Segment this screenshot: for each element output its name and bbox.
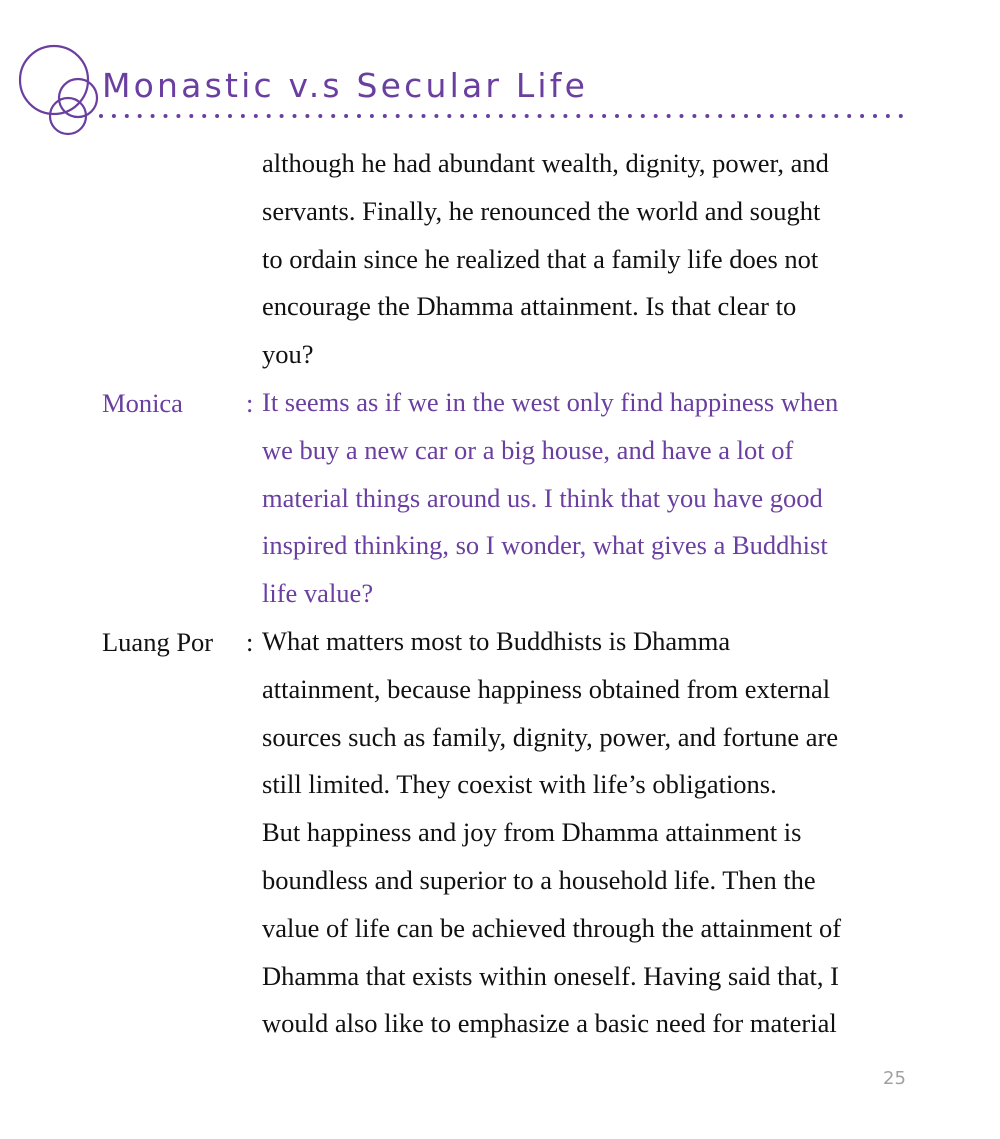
divider-dot: [654, 114, 658, 118]
divider-dot: [899, 114, 903, 118]
divider-dot: [692, 114, 696, 118]
divider-dot: [589, 114, 593, 118]
divider-dot: [602, 114, 606, 118]
divider-dot: [383, 114, 387, 118]
divider-dot: [744, 114, 748, 118]
text-line: sources such as family, dignity, power, and fortune are: [262, 721, 839, 752]
divider-dot: [422, 114, 426, 118]
divider-dot: [551, 114, 555, 118]
divider-dot: [757, 114, 761, 118]
speaker-colon: :: [246, 388, 254, 418]
text-line: But happiness and joy from Dhamma attainment is: [262, 817, 802, 848]
divider-dot: [357, 114, 361, 118]
divider-dot: [860, 114, 864, 118]
divider-dot: [641, 114, 645, 118]
divider-dot: [138, 114, 142, 118]
divider-dot: [873, 114, 877, 118]
divider-dot: [280, 114, 284, 118]
divider-dot: [447, 114, 451, 118]
divider-dot: [125, 114, 129, 118]
speaker-luang-por: Luang Por: [102, 627, 214, 657]
divider-dot: [473, 114, 477, 118]
divider-dot: [809, 114, 813, 118]
divider-dot: [305, 114, 309, 118]
divider-dot: [344, 114, 348, 118]
text-line: you?: [262, 339, 314, 370]
divider-dot: [821, 114, 825, 118]
divider-dot: [486, 114, 490, 118]
divider-dot: [615, 114, 619, 118]
divider-dot: [176, 114, 180, 118]
divider-dot: [99, 114, 103, 118]
text-line: inspired thinking, so I wonder, what gives a Buddhist: [262, 530, 828, 561]
speaker-monica: Monica: [102, 388, 183, 418]
divider-dot: [164, 114, 168, 118]
text-line: although he had abundant wealth, dignity, power, and: [262, 148, 829, 178]
divider-dot: [228, 114, 232, 118]
divider-dot: [241, 114, 245, 118]
divider-dot: [189, 114, 193, 118]
text-line: servants. Finally, he renounced the world and sought: [262, 195, 821, 226]
page-title: Monastic v.s Secular Life: [102, 66, 589, 105]
text-line: encourage the Dhamma attainment. Is that clear to: [262, 291, 797, 322]
text-line: attainment, because happiness obtained from external: [262, 673, 831, 704]
continuation-paragraph: [262, 140, 829, 379]
dotted-divider: [96, 111, 908, 121]
divider-dot: [409, 114, 413, 118]
text-line: life value?: [262, 578, 374, 609]
divider-dot: [834, 114, 838, 118]
text-line: Dhamma that exists within oneself. Having said that, I: [262, 960, 839, 991]
divider-dot: [512, 114, 516, 118]
luang-por-paragraph: [262, 618, 841, 1048]
divider-dot: [202, 114, 206, 118]
text-line: material things around us. I think that you have good: [262, 482, 823, 513]
monica-paragraph: [262, 379, 838, 618]
text-line: It seems as if we in the west only find happiness when: [262, 387, 839, 417]
page-number: 25: [883, 1068, 906, 1089]
divider-dot: [215, 114, 219, 118]
divider-dot: [847, 114, 851, 118]
divider-dot: [331, 114, 335, 118]
divider-dot: [731, 114, 735, 118]
divider-dot: [254, 114, 258, 118]
divider-dot: [796, 114, 800, 118]
divider-dot: [370, 114, 374, 118]
text-line: to ordain since he realized that a family life does not: [262, 243, 819, 274]
divider-dot: [718, 114, 722, 118]
divider-dot: [680, 114, 684, 118]
speaker-colon: :: [246, 627, 254, 657]
divider-dot: [525, 114, 529, 118]
text-line: value of life can be achieved through the attainment of: [262, 912, 842, 943]
divider-dot: [886, 114, 890, 118]
text-line: What matters most to Buddhists is Dhamma: [262, 626, 731, 656]
divider-dot: [434, 114, 438, 118]
interlocking-circles-icon: [10, 38, 102, 136]
text-line: boundless and superior to a household life. Then the: [262, 864, 816, 895]
divider-dot: [563, 114, 567, 118]
divider-dot: [151, 114, 155, 118]
divider-dot: [396, 114, 400, 118]
divider-dot: [628, 114, 632, 118]
text-line: still limited. They coexist with life’s obligations.: [262, 769, 777, 800]
divider-dot: [499, 114, 503, 118]
text-line: would also like to emphasize a basic need for material: [262, 1008, 837, 1039]
divider-dot: [770, 114, 774, 118]
divider-dot: [538, 114, 542, 118]
divider-dot: [705, 114, 709, 118]
divider-dot: [293, 114, 297, 118]
divider-dot: [783, 114, 787, 118]
divider-dot: [267, 114, 271, 118]
divider-dot: [576, 114, 580, 118]
divider-dot: [667, 114, 671, 118]
divider-dot: [318, 114, 322, 118]
divider-dot: [460, 114, 464, 118]
text-line: we buy a new car or a big house, and have a lot of: [262, 434, 794, 465]
divider-dot: [112, 114, 116, 118]
